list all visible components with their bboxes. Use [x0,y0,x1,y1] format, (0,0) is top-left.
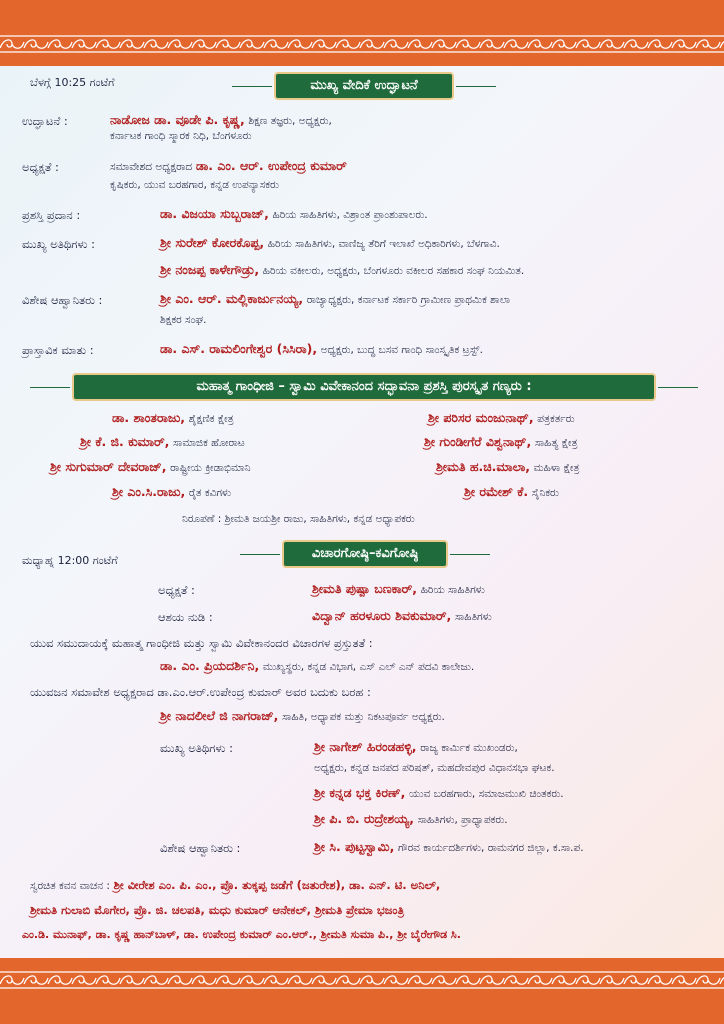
seminar-guests-label: ಮುಖ್ಯ ಅತಿಥಿಗಳು : [160,741,233,755]
seminar-special-label: ವಿಶೇಷ ಆಹ್ವಾನಿತರು : [160,841,241,855]
intro-talk [160,341,483,357]
topic-2-speaker [160,708,445,724]
awardee-field: ಪತ್ರಕರ್ತರು [537,413,575,425]
awardee-field: ಮಹಿಳಾ ಕ್ಷೇತ್ರ [533,462,580,474]
special-invitee-label: ವಿಶೇಷ ಆಹ್ವಾನಿತರು : [22,293,103,307]
scroll-pattern-icon [0,34,724,54]
poetry-names-1: ಶ್ರೀ ವೀರೇಶ ಎಂ. ಪಿ. ಎಂ., ಪ್ರೊ. ತುಕ್ಕಪ್ಪ ಜಡೆಗೆ (ಜತುರೇಶ), ಡಾ. ಎನ್. ಟಿ. ಅನಿಲ್, [113,878,441,892]
seminar-guest-desc: ಸಾಹಿತಿಗಳು, ಪ್ರಾಧ್ಯಾಪಕರು. [417,814,508,826]
seminar-chair-label: ಅಧ್ಯಕ್ಷತೆ : [158,583,195,597]
seminar-time: ಮಧ್ಯಾಹ್ನ 12:00 ಗಂಟೆಗೆ [22,554,118,567]
poetry-names-3: ಎಂ.ಡಿ. ಮುನಾಫ್, ಡಾ. ಕೃಷ್ಣ ಹಾನ್‌ಬಾಳ್, ಡಾ. ಉಪೇಂದ್ರ ಕುಮಾರ್ ಎಂ.ಆರ್., ಶ್ರೀಮತಿ ಸುಮಾ ಪಿ., ಶ್ರೀ ಬೈರೇಗೌಡ ಸಿ. [22,928,461,941]
presided-name: ಡಾ. ಎಂ. ಆರ್. ಉಪೇಂದ್ರ ಕುಮಾರ್ [195,158,347,173]
seminar-special [314,839,584,855]
awardee-right-3 [436,459,579,475]
seminar-guest-name: ಶ್ರೀ ಕನ್ನಡ ಭಕ್ತ ಕಿರಣ್, [314,785,406,800]
chief-guest-1-desc: ಹಿರಿಯ ಸಾಹಿತಿಗಳು, ವಾಣಿಜ್ಯ ತೆರಿಗೆ ಇಲಾಖೆ ಅಧಿಕಾರಿಗಳು, ಬೆಳಗಾವಿ. [267,238,500,250]
keynote [312,608,492,624]
seminar-chair-desc: ಹಿರಿಯ ಸಾಹಿತಿಗಳು [420,584,485,596]
chief-guest-1 [160,235,500,251]
seminar-special-name: ಶ್ರೀ ಸಿ. ಪುಟ್ಟಸ್ವಾಮಿ, [314,839,395,854]
seminar-heading: ವಿಚಾರಗೋಷ್ಠಿ–ಕವಿಗೋಷ್ಠಿ [282,540,448,568]
chief-guests-label: ಮುಖ್ಯ ಅತಿಥಿಗಳು : [22,237,95,251]
inaugurator-label: ಉದ್ಘಾಟನೆ : [22,114,68,128]
inaugurator-name: ನಾಡೋಜ ಡಾ. ವೂಡೇ ಪಿ. ಕೃಷ್ಣ, [110,112,245,127]
poetry-label: ಸ್ವರಚಿತ ಕವನ ವಾಚನ : [30,880,110,892]
award-giver-desc: ಹಿರಿಯ ಸಾಹಿತಿಗಳು, ವಿಶ್ರಾಂತ ಪ್ರಾಂಶುಪಾಲರು. [272,209,428,221]
special-invitee-desc2: ಶಿಕ್ಷಕರ ಸಂಘ. [160,314,207,326]
keynote-label: ಆಶಯ ನುಡಿ : [158,610,213,624]
awardee-field: ರೈತ ಕವಿಗಳು [188,487,232,499]
chief-guest-2 [160,262,524,278]
seminar-guest-desc: ರಾಜ್ಯ ಕಾರ್ಮಿಕ ಮುಖಂಡರು, [420,742,518,754]
inaugural-time: ಬೆಳಗ್ಗೆ 10:25 ಗಂಟೆಗೆ [30,76,115,89]
awardee-name: ಶ್ರೀ ರಮೇಶ್ ಕೆ. [464,484,529,499]
bottom-decorative-band [0,958,724,1024]
seminar-chair-name: ಶ್ರೀಮತಿ ಪುಷ್ಪಾ ಬಣಕಾರ್, [312,581,418,596]
award-giver-line [160,206,428,222]
special-invitee-name: ಶ್ರೀ ಎಂ. ಆರ್. ಮಲ್ಲಿಕಾರ್ಜುನಯ್ಯ, [160,291,304,306]
awardee-left-1 [112,410,234,426]
presided-label: ಅಧ್ಯಕ್ಷತೆ : [22,160,59,174]
award-giver-name: ಡಾ. ವಿಜಯಾ ಸುಬ್ಬರಾಜ್, [160,206,269,221]
inaugurator-desc2: ಕರ್ನಾಟಕ ಗಾಂಧಿ ಸ್ಮಾರಕ ನಿಧಿ, ಬೆಂಗಳೂರು [110,130,252,142]
top-decorative-band [0,0,724,66]
awardee-right-1 [428,410,575,426]
topic-2-title: ಯುವಜನ ಸಮಾವೇಶ ಅಧ್ಯಕ್ಷರಾದ ಡಾ.ಎಂ.ಆರ್.ಉಪೇಂದ್ರ ಕುಮಾರ್ ಅವರ ಬದುಕು ಬರಹ : [30,685,371,699]
awards-heading: ಮಹಾತ್ಮ ಗಾಂಧೀಜಿ – ಸ್ವಾಮಿ ವಿವೇಕಾನಂದ ಸದ್ಭಾವನಾ ಪ್ರಶಸ್ತಿ ಪುರಸ್ಕೃತ ಗಣ್ಯರು : [72,373,656,401]
awardee-name: ಶ್ರೀ ಸುಗುಮಾರ್ ದೇವರಾಜ್, [50,459,167,474]
seminar-guest-1-desc2: ಅಧ್ಯಕ್ಷರು, ಕನ್ನಡ ಜನಪದ ಪರಿಷತ್, ಮಹದೇವಪುರ ವಿಧಾನಸಭಾ ಘಟಕ. [314,762,555,774]
awardee-name: ಶ್ರೀ ಕೆ. ಜಿ. ಕುಮಾರ್, [80,434,170,449]
seminar-guest-desc: ಯುವ ಬರಹಗಾರು, ಸಮಾಜಮುಖಿ ಚಿಂತಕರು. [409,788,564,800]
intro-talk-desc: ಅಧ್ಯಕ್ಷರು, ಬುದ್ಧ ಬಸವ ಗಾಂಧಿ ಸಾಂಸ್ಕೃತಿಕ ಟ್ರಸ್ಟ್. [320,344,483,356]
seminar-guest-name: ಶ್ರೀ ನಾಗೇಶ್ ಹಿರಂಡಹಳ್ಳಿ, [314,739,417,754]
awardee-left-2 [80,434,245,450]
award-giver-label: ಪ್ರಶಸ್ತಿ ಪ್ರದಾನ : [22,208,81,222]
keynote-name: ವಿದ್ವಾನ್ ಹರಳೂರು ಶಿವಕುಮಾರ್, [312,608,452,623]
intro-talk-label: ಪ್ರಾಸ್ತಾವಿಕ ಮಾತು : [22,343,94,357]
inaugural-heading: ಮುಖ್ಯ ವೇದಿಕೆ ಉದ್ಘಾಟನೆ [274,72,454,100]
seminar-guest-1 [314,739,518,755]
awardee-left-4 [112,484,231,500]
topic-1-title: ಯುವ ಸಮುದಾಯಕ್ಕೆ ಮಹಾತ್ಮ ಗಾಂಧೀಜಿ ಮತ್ತು ಸ್ವಾಮಿ ವಿವೇಕಾನಂದರ ವಿಚಾರಗಳ ಪ್ರಸ್ತುತತೆ : [30,636,373,650]
awardee-field: ಸಾಮಾಜಿಕ ಹೋರಾಟ [173,437,245,449]
seminar-special-desc: ಗೌರವ ಕಾರ್ಯದರ್ಶಿಗಳು, ರಾಮನಗರ ಜಿಲ್ಲಾ, ಕ.ಸಾ.ಪ. [397,842,584,854]
presided-line [110,158,347,174]
awardee-field: ಸಾಹಿತ್ಯ ಕ್ಷೇತ್ರ [534,437,578,449]
keynote-desc: ಸಾಹಿತಿಗಳು [454,611,492,623]
topic-1-desc: ಮುಖ್ಯಸ್ಥರು, ಕನ್ನಡ ವಿಭಾಗ, ಎಸ್ ಎಲ್ ಎನ್ ಪದವಿ ಕಾಲೇಜು. [262,661,475,673]
awardee-name: ಶ್ರೀ ಎಂ.ಸಿ.ರಾಜು, [112,484,186,499]
chief-guest-2-desc: ಹಿರಿಯ ವಕೀಲರು, ಅಧ್ಯಕ್ಷರು, ಬೆಂಗಳೂರು ವಕೀಲರ ಸಹಕಾರ ಸಂಘ ನಿಯಮಿತ. [262,265,525,277]
seminar-chair [312,581,485,597]
intro-talk-name: ಡಾ. ಎಸ್. ರಾಮಲಿಂಗೇಶ್ವರ (ಸಿಸಿರಾ), [160,341,318,356]
awardee-right-4 [464,484,559,500]
awardee-field: ಶೈಕ್ಷಣಿಕ ಕ್ಷೇತ್ರ [188,413,234,425]
poetry-line-1 [30,878,440,893]
seminar-guest-3 [314,811,508,827]
awardee-right-2 [424,434,578,450]
special-invitee-desc: ರಾಜ್ಯಾಧ್ಯಕ್ಷರು, ಕರ್ನಾಟಕ ಸರ್ಕಾರಿ ಗ್ರಾಮೀಣ ಪ್ರಾಥಮಿಕ ಶಾಲಾ [306,294,511,306]
compere-line: ನಿರೂಪಣೆ : ಶ್ರೀಮತಿ ಜಯಶ್ರೀ ರಾಜು, ಸಾಹಿತಿಗಳು, ಕನ್ನಡ ಅಧ್ಯಾಪಕರು [182,513,415,525]
awardee-name: ಶ್ರೀ ಪರಿಸರ ಮಂಜುನಾಥ್, [428,410,534,425]
inaugurator-line [110,112,332,128]
seminar-guest-2 [314,785,564,801]
topic-2-name: ಶ್ರೀ ನಾದಲೀಲೆ ಜಿ ನಾಗರಾಜ್, [160,708,279,723]
inaugurator-desc: ಶಿಕ್ಷಣ ತಜ್ಞರು, ಅಧ್ಯಕ್ಷರು, [248,115,332,127]
special-invitee [160,291,510,307]
chief-guest-1-name: ಶ್ರೀ ಸುರೇಶ್ ಕೋರಕೊಪ್ಪ, [160,235,265,250]
topic-2-desc: ಸಾಹಿತಿ, ಅಧ್ಯಾಪಕ ಮತ್ತು ನಿಕಟಪೂರ್ವ ಅಧ್ಯಕ್ಷರು. [282,711,445,723]
awardee-field: ಸೈನಿಕರು [531,487,559,499]
awardee-field: ರಾಷ್ಟ್ರೀಯ ಕ್ರೀಡಾಭಿಮಾನಿ [170,462,251,474]
topic-1-speaker [160,658,474,674]
chief-guest-2-name: ಶ್ರೀ ನಂಜಪ್ಪ ಕಾಳೇಗೌಡ್ರು, [160,262,260,277]
presided-desc: ಕೃಷಿಕರು, ಯುವ ಬರಹಗಾರ, ಕನ್ನಡ ಉಪನ್ಯಾಸಕರು [110,179,279,191]
presided-pre: ಸಮಾವೇಶದ ಅಧ್ಯಕ್ಷರಾದ [110,161,193,173]
poetry-names-2: ಶ್ರೀಮತಿ ಗುಲಾಬಿ ಮೊಗೇರ, ಪ್ರೊ. ಜಿ. ಚಲಪತಿ, ಮಧು ಕುಮಾರ್ ಆನೇಕಲ್, ಶ್ರೀಮತಿ ಪ್ರೇಮಾ ಭಜಂತ್ರಿ [30,903,405,917]
awardee-name: ಶ್ರೀ ಗುಂಡೀಗೆರೆ ವಿಶ್ವನಾಥ್, [424,434,532,449]
topic-1-name: ಡಾ. ಎಂ. ಪ್ರಿಯದರ್ಶಿನಿ, [160,658,260,673]
awardee-name: ಡಾ. ಶಾಂತರಾಜು, [112,410,186,425]
awardee-left-3 [50,459,251,475]
scroll-pattern-icon [0,970,724,990]
awardee-name: ಶ್ರೀಮತಿ ಹ.ಚಿ.ಮಾಲಾ, [436,459,530,474]
seminar-guest-name: ಶ್ರೀ ಪಿ. ಬಿ. ರುದ್ರೇಶಯ್ಯ, [314,811,414,826]
